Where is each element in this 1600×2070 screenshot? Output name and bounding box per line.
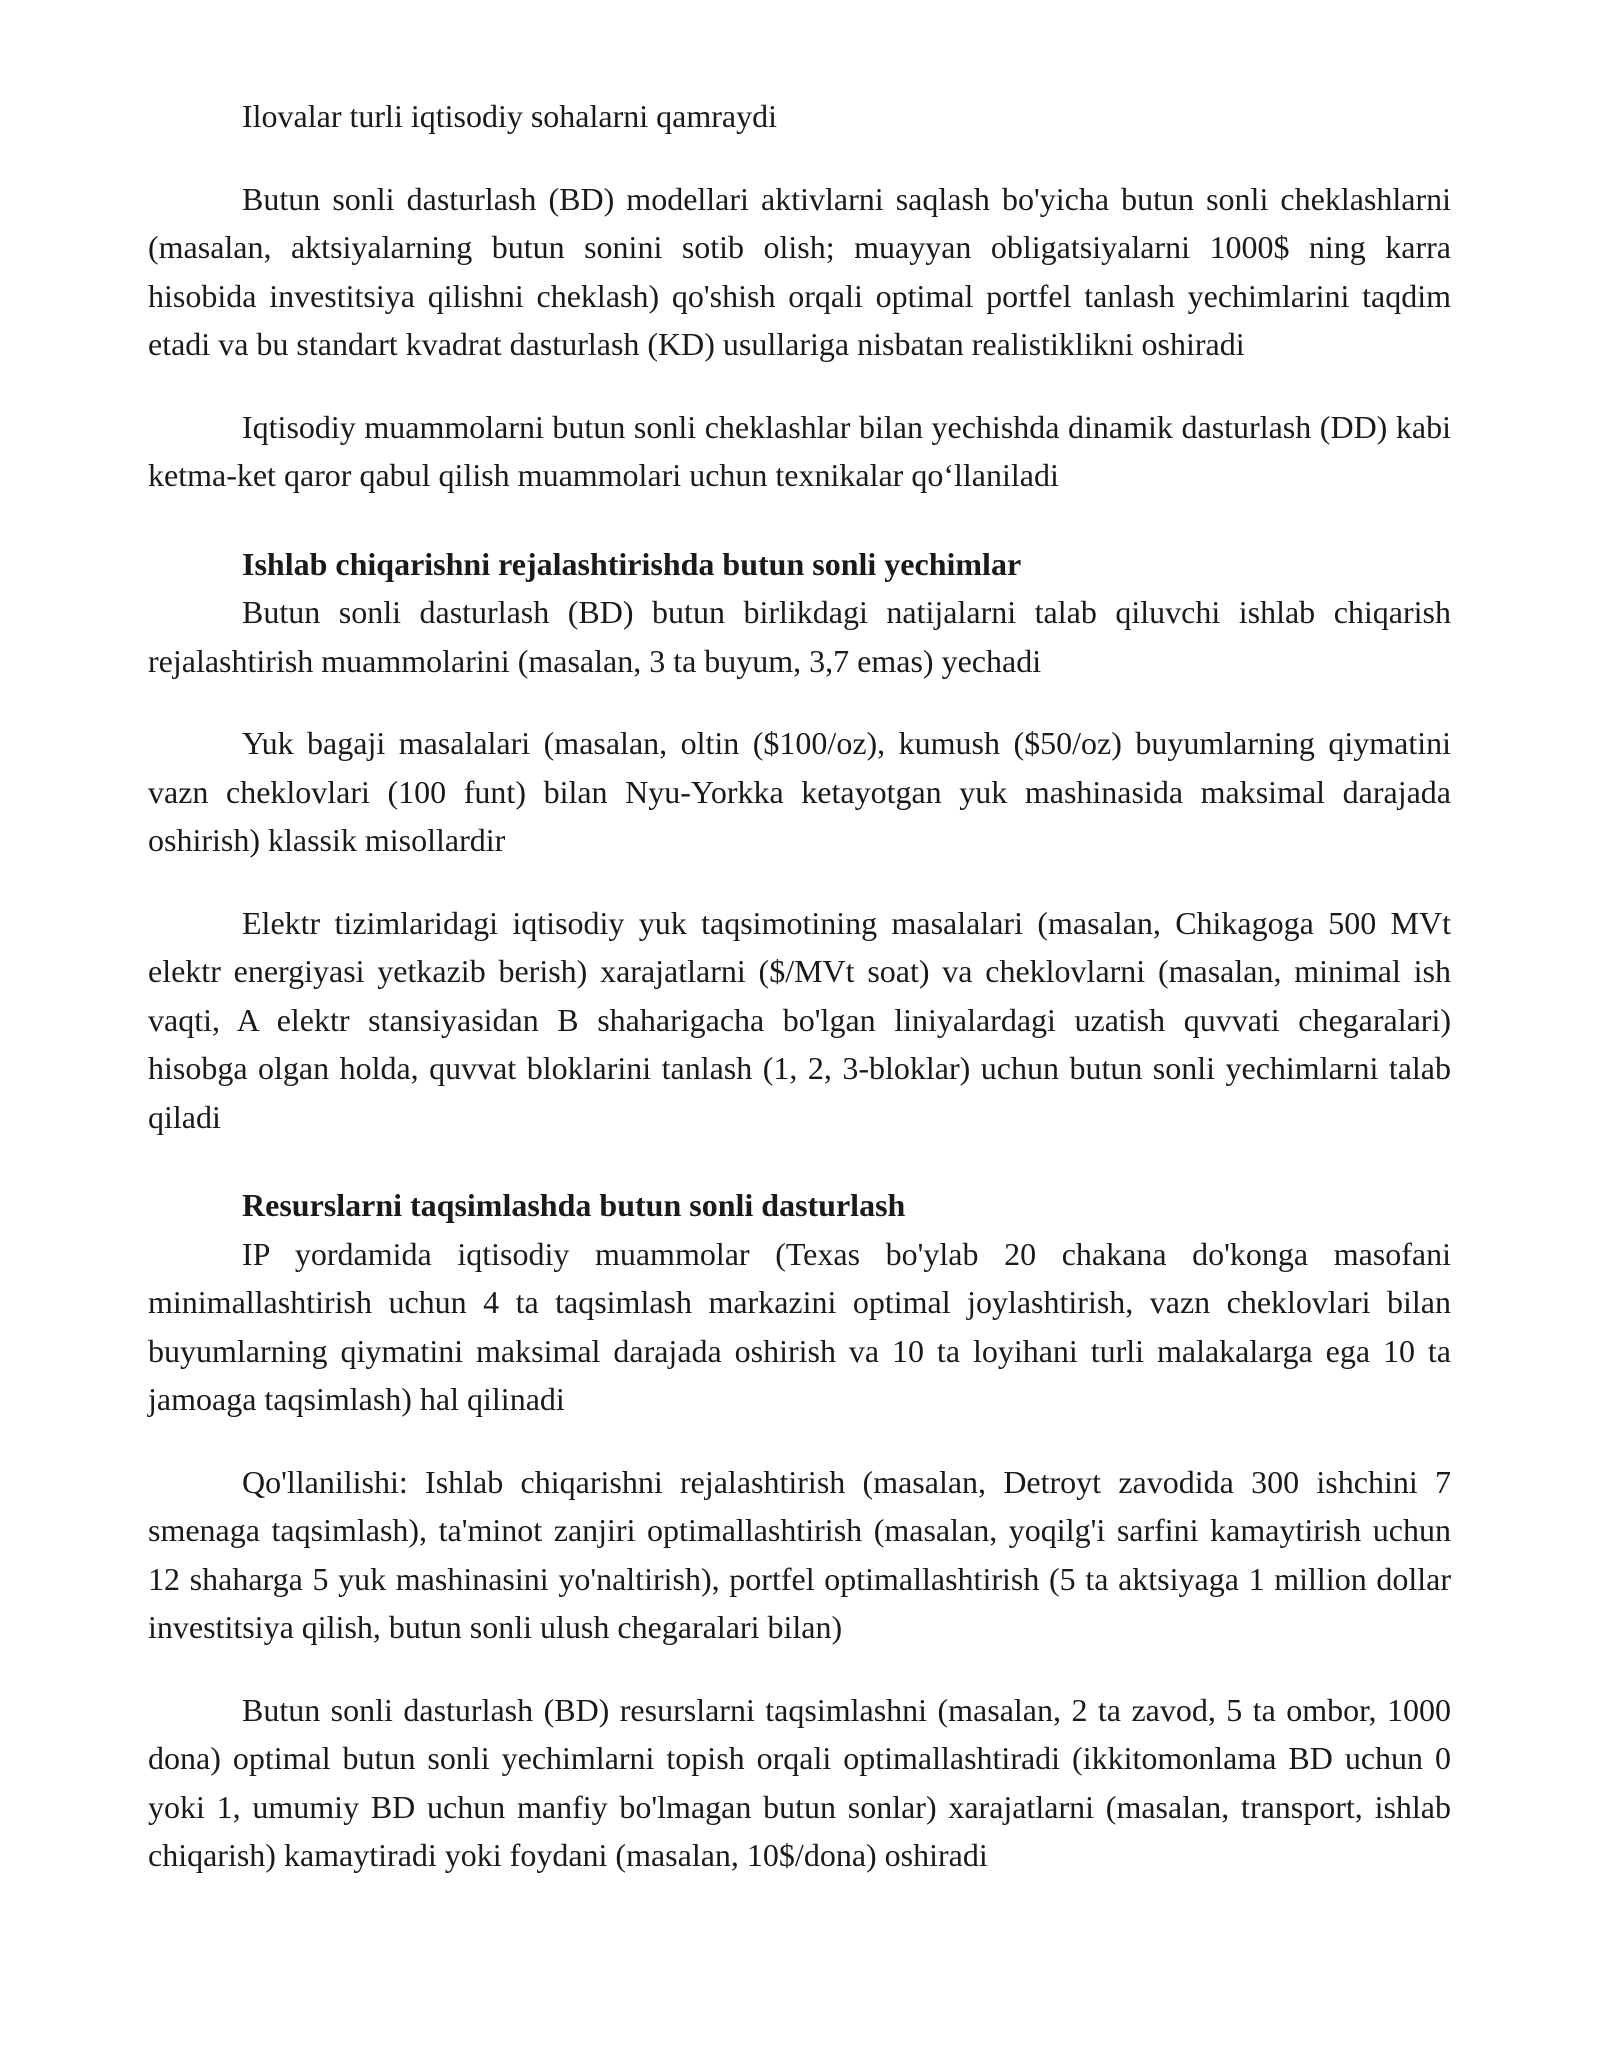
paragraph-intro: Ilovalar turli iqtisodiy sohalarni qamraydi	[242, 98, 777, 134]
section-heading-resources: Resurslarni taqsimlashda butun sonli dasturlash	[242, 1187, 906, 1223]
paragraph-resource-allocation: Butun sonli dasturlash (BD) resurslarni taqsimlashni (masalan, 2 ta zavod, 5 ta ombor, 1000 dona) optimal butun sonli yechimlarni topish orqali optimallashtiradi (ikkitomonlama BD uchun 0 yoki 1, umumiy BD uchun manfiy bo'lmagan butun sonlar) xarajatlarni (masalan, transport, ishlab chiqarish) kamaytiradi yoki foydani (masalan, 10$/dona) oshiradi	[148, 1691, 1451, 1873]
paragraph-economic-dispatch: Elektr tizimlaridagi iqtisodiy yuk taqsimotining masalalari (masalan, Chikagoga 500 MVt elektr energiyasi yetkazib berish) xarajatlarni ($/MVt soat) va cheklovlarni (masalan, minimal ish vaqti, A elektr stansiyasidan B shaharigacha bo'lgan liniyalardagi uzatish quvvati chegaralari) hisobga olgan holda, quvvat bloklarini tanlash (1, 2, 3-bloklar) uchun butun sonli yechimlarni talab qiladi	[148, 904, 1451, 1135]
document-page	[148, 92, 1451, 1914]
paragraph-production-planning: Butun sonli dasturlash (BD) butun birlikdagi natijalarni talab qiluvchi ishlab chiqarish rejalashtirish muammolarini (masalan, 3 ta buyum, 3,7 emas) yechadi	[148, 594, 1451, 679]
paragraph-ip-problems: IP yordamida iqtisodiy muammolar (Texas bo'ylab 20 chakana do'konga masofani minimallashtirish uchun 4 ta taqsimlash markazini optimal joylashtirish, vazn cheklovlari bilan buyumlarning qiymatini maksimal darajada oshirish va 10 ta loyihani turli malakalarga ega 10 ta jamoaga taqsimlash) hal qilinadi	[148, 1235, 1451, 1417]
paragraph-knapsack: Yuk bagaji masalalari (masalan, oltin ($100/oz), kumush ($50/oz) buyumlarning qiymatini vazn cheklovlari (100 funt) bilan Nyu-Yorkka ketayotgan yuk mashinasida maksimal darajada oshirish) klassik misollardir	[148, 725, 1451, 858]
paragraph-portfolio: Butun sonli dasturlash (BD) modellari aktivlarni saqlash bo'yicha butun sonli cheklashlarni (masalan, aktsiyalarning butun sonini sotib olish; muayyan obligatsiyalarni 1000$ ning karra hisobida investitsiya qilishni cheklash) qo'shish orqali optimal portfel tanlash yechimlarini taqdim etadi va bu standart kvadrat dasturlash (KD) usullariga nisbatan realistiklikni oshiradi	[148, 180, 1451, 362]
paragraph-applications: Qo'llanilishi: Ishlab chiqarishni rejalashtirish (masalan, Detroyt zavodida 300 ishchini 7 smenaga taqsimlash), ta'minot zanjiri optimallashtirish (masalan, yoqilg'i sarfini kamaytirish uchun 12 shaharga 5 yuk mashinasini yo'naltirish), portfel optimallashtirish (5 ta aktsiyaga 1 million dollar investitsiya qilish, butun sonli ulush chegaralari bilan)	[148, 1463, 1451, 1645]
paragraph-dynamic-programming: Iqtisodiy muammolarni butun sonli cheklashlar bilan yechishda dinamik dasturlash (DD) kabi ketma-ket qaror qabul qilish muammolari uchun texnikalar qo‘llaniladi	[148, 408, 1451, 493]
section-heading-production: Ishlab chiqarishni rejalashtirishda butun sonli yechimlar	[242, 545, 1022, 582]
